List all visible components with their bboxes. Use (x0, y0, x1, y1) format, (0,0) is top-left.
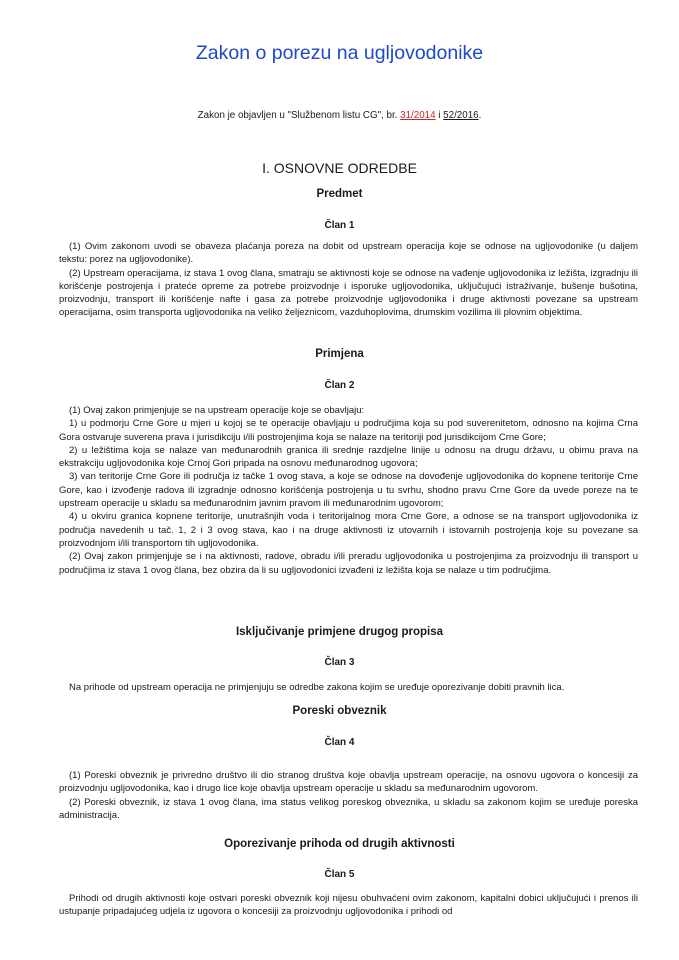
publication-separator: i (435, 110, 444, 121)
publication-note (0, 110, 679, 121)
section-heading: I. OSNOVNE ODREDBE (262, 160, 417, 176)
gazette-link-2016[interactable]: 52/2016 (443, 110, 479, 121)
article-5-text (59, 892, 638, 919)
publication-text: Zakon je objavljen u "Službenom listu CG", br. (197, 110, 401, 121)
article-5-label: Član 5 (324, 869, 355, 880)
article-3-paragraph-1: Na prihode od upstream operacija ne primjenjuju se odredbe zakona kojim se uređuje oporezivanje dobiti pravnih lica. (69, 682, 565, 693)
article-1-text (59, 240, 638, 320)
heading-iskljucivanje: Isključivanje primjene drugog propisa (235, 626, 444, 638)
publication-end: . (478, 110, 482, 121)
article-2-item-2: 2) u ležištima koja se nalaze van međunarodnih granica ili srednje razdjelne linije u odnosu na drugu državu, u obimu prava na ekstrakciju ugljovodonika koje Crnoj Gori pripada na osnovu međunarodnog ugovora; (59, 444, 638, 470)
article-1-paragraph-1: (1) Ovim zakonom uvodi se obaveza plaćanja poreza na dobit od upstream operacija koje se odnose na ugljovodonike (u daljem tekstu: porez na ugljovodonike). (59, 241, 638, 266)
heading-obveznik: Poreski obveznik (292, 705, 387, 717)
article-4-paragraph-2: (2) Poreski obveznik, iz stava 1 ovog člana, ima status velikog poreskog obveznika, u skladu sa zakonom kojim se uređuje poreska administracija. (59, 796, 638, 821)
article-2-paragraph-1: (1) Ovaj zakon primjenjuje se na upstream operacije koje se obavljaju: (69, 405, 365, 416)
document-title: Zakon o porezu na ugljovodonike (195, 42, 484, 64)
article-1-paragraph-2: (2) Upstream operacijama, iz stava 1 ovog člana, smatraju se aktivnosti koje se odnose na vađenje ugljovodonika iz ležišta, izgradnju ili korišćenje postrojenja i prateće opreme za potrebe proizvodnje i isporuke ugljovodonika, uključujući istraživanje, bušenje bušotina, proizvodnju, transport ili korišćenje nafte i gasa za potrebe proizvodnje ugljovodonika i druge aktivnosti povezane sa upstream operacijama, osim transporta ugljovodonika na veliko željeznicom, vazduhoplovima, drumskim vozilima ili plovnim objektima. (59, 267, 638, 319)
article-3-label: Član 3 (324, 657, 355, 668)
heading-oporezivanje: Oporezivanje prihoda od drugih aktivnosti (224, 838, 455, 850)
heading-primjena: Primjena (315, 348, 364, 360)
article-3-text (59, 681, 638, 694)
heading-predmet: Predmet (316, 188, 363, 200)
article-2-text (59, 404, 638, 577)
article-2-paragraph-2: (2) Ovaj zakon primjenjuje se i na aktivnosti, radove, obradu i/ili preradu ugljovodonika u postrojenjima za proizvodnju ili transport u područjima iz stava 1 ovog člana, bez obzira da li su ugljovodonici izvađeni iz ležišta koja se nalaze u tim područjima. (59, 551, 638, 576)
article-4-label: Član 4 (324, 737, 355, 748)
gazette-link-2014[interactable]: 31/2014 (400, 110, 436, 121)
article-2-item-3: 3) van teritorije Crne Gore ili područja iz tačke 1 ovog stava, a koje se odnose na dovođenje ugljovodonika do kopnene teritorije Crne Gore, kao i izvođenje radova ili izgradnje odnosno korišćenja postrojenja u tu svrhu, shodno pravu Crne Gore da uvede poreze na te upstream operacije u skladu sa međunarodnim javnim pravom ili međunarodnim ugovorom; (59, 471, 638, 510)
article-1-label: Član 1 (324, 220, 355, 231)
article-4-paragraph-1: (1) Poreski obveznik je privredno društvo ili dio stranog društva koje obavlja upstream operacije, na osnovu ugovora o koncesiji za proizvodnju ugljovodonika, kao i drugo lice koje obavlja upstream operacije u skladu sa međunarodnim ugovorom. (59, 770, 638, 795)
article-2-label: Član 2 (324, 380, 355, 391)
article-5-paragraph-1: Prihodi od drugih aktivnosti koje ostvari poreski obveznik koji nijesu obuhvaćeni ovim zakonom, kapitalni dobici uključujući i prenos ili ustupanje pripadajućeg udjela iz ugovora o koncesiji za proizvodnju ugljovodonika i prihodi od (59, 893, 638, 918)
article-2-item-1: 1) u podmorju Crne Gore u mjeri u kojoj se te operacije obavljaju u područjima koja su pod suverenitetom, odnosno na kojima Crna Gora ostvaruje suverena prava i jurisdikciju i/ili postrojenjima koja se nalaze na teritoriji pod jurisdikcijom Crne Gore; (59, 418, 638, 443)
article-4-text (59, 769, 638, 822)
article-2-item-4: 4) u okviru granica kopnene teritorije, unutrašnjih voda i teritorijalnog mora Crne Gore, a odnose se na transport ugljovodonika iz područja navedenih u tač. 1, 2 i 3 ovog stava, kao i na druge aktivnosti iz utovarnih i istovarnih postrojenja koje su povezane sa proizvodnjom i/ili transportom tih ugljovodonika. (59, 511, 638, 549)
